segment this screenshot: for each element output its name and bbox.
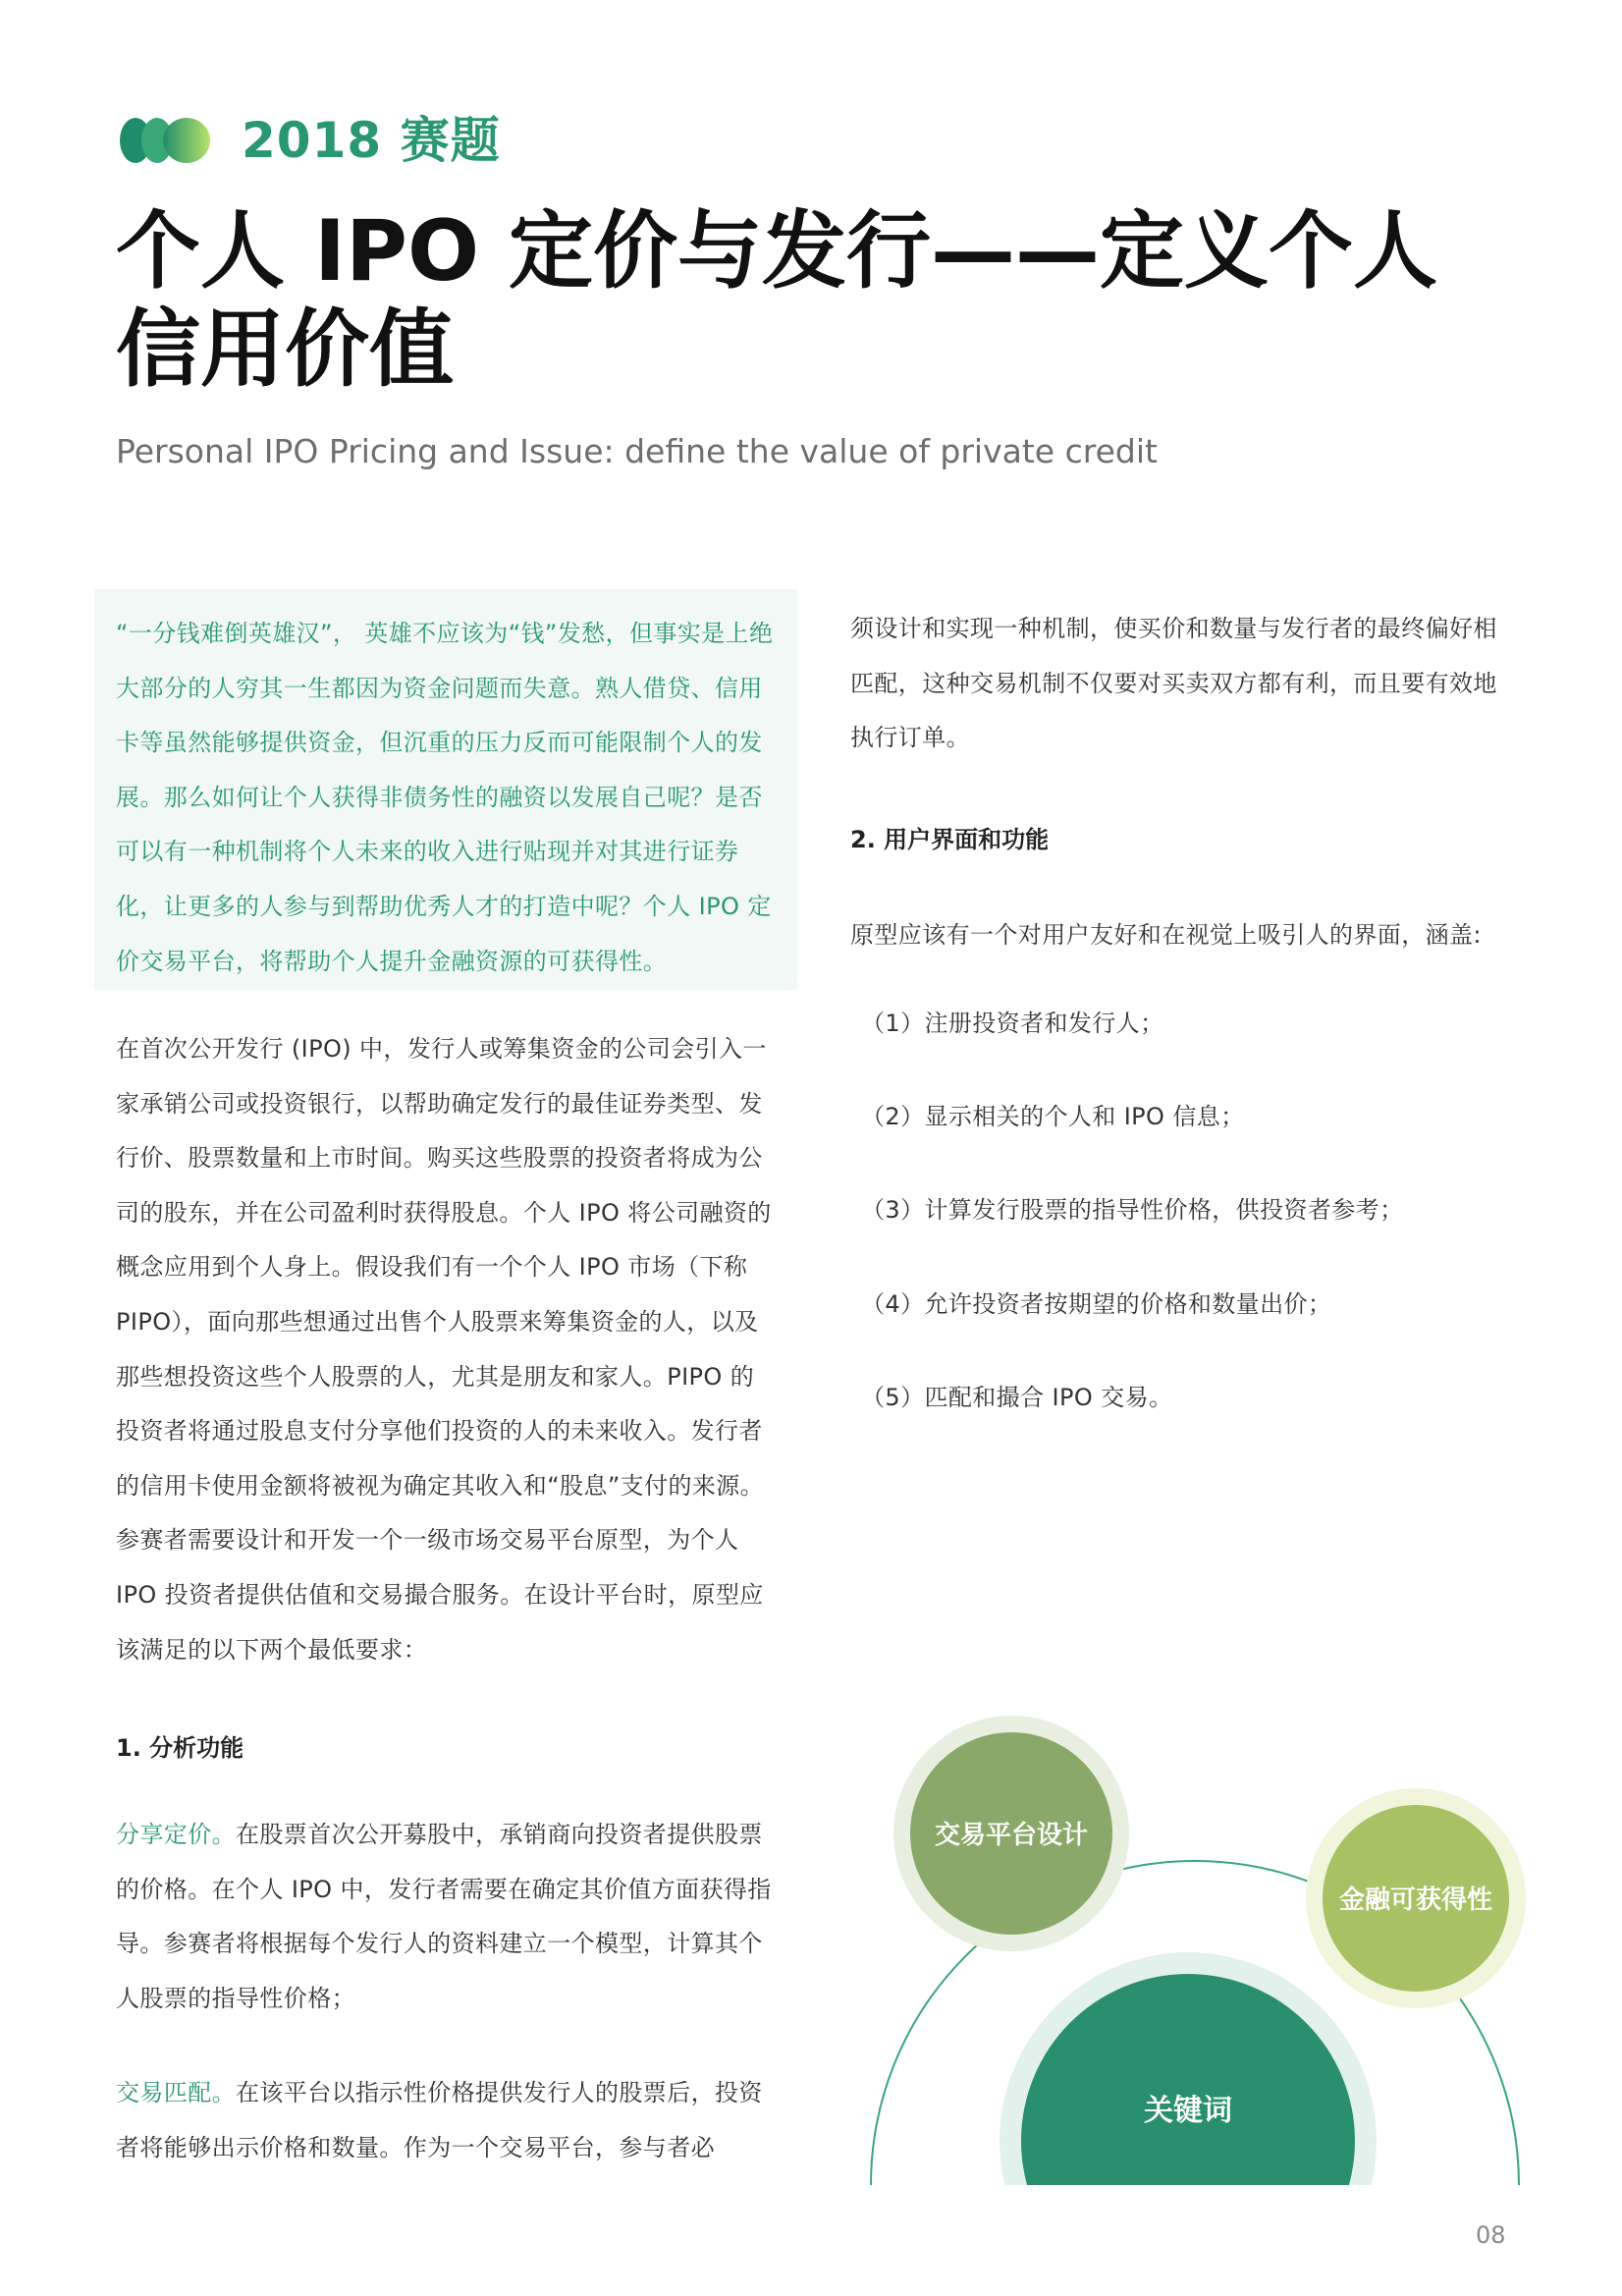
right-bubble-label: 金融可获得性	[1338, 1886, 1493, 1915]
challenge-year: 2018 赛题	[242, 112, 501, 169]
requirement-item-5: （5）匹配和撮合 IPO 交易。	[861, 1384, 1173, 1411]
page-number: 08	[1476, 2221, 1506, 2249]
intro-paragraph	[116, 1022, 778, 1677]
continuation-text: 须设计和实现一种机制，使买价和数量与发行者的最终偏好相匹配，这种交易机制不仅要对买卖双方都有利，而且要有效地执行订单。	[850, 615, 1497, 752]
matching-paragraph	[116, 2066, 778, 2175]
matching-label: 交易匹配。	[116, 2079, 236, 2106]
intro-callout	[94, 589, 797, 990]
left-bubble-label: 交易平台设计	[934, 1821, 1089, 1850]
english-subtitle: Personal IPO Pricing and Issue: define the value of private credit	[116, 432, 1158, 470]
brand-logo-icon	[116, 116, 214, 165]
title-line-2: 信用价值	[116, 301, 454, 399]
page-title	[116, 202, 1490, 399]
title-line-1: 个人 IPO 定价与发行——定义个人	[116, 202, 1438, 301]
section-1-heading: 1. 分析功能	[116, 1734, 244, 1762]
keyword-diagram	[864, 1704, 1551, 2185]
pricing-paragraph	[116, 1808, 778, 2026]
section-2-intro: 原型应该有一个对用户友好和在视觉上吸引人的界面，涵盖:	[850, 921, 1482, 949]
continuation-paragraph	[850, 602, 1518, 766]
requirement-item-2: （2）显示相关的个人和 IPO 信息；	[861, 1103, 1245, 1130]
section-2-heading: 2. 用户界面和功能	[850, 826, 1050, 853]
requirement-item-1: （1）注册投资者和发行人；	[861, 1010, 1164, 1037]
pricing-text: 在股票首次公开募股中，承销商向投资者提供股票的价格。在个人 IPO 中，发行者需要在确定其价值方面获得指导。参赛者将根据每个发行人的资料建立一个模型，计算其个人股票的指导性价格；	[116, 1821, 772, 2012]
intro-text: 在首次公开发行 (IPO) 中，发行人或筹集资金的公司会引入一家承销公司或投资银行，以帮助确定发行的最佳证券类型、发行价、股票数量和上市时间。购买这些股票的投资者将成为公司的股东，并在公司盈利时获得股息。个人 IPO 将公司融资的概念应用到个人身上。假设我们有一个个人 IPO 市场（下称 PIPO），面向那些想通过出售个人股票来筹集资金的人，以及那些想投资这些个人股票的人，尤其是朋友和家人。PIPO 的投资者将通过股息支付分享他们投资的人的未来收入。发行者的信用卡使用金额将被视为确定其收入和“股息”支付的来源。参赛者需要设计和开发一个一级市场交易平台原型，为个人 IPO 投资者提供估值和交易撮合服务。在设计平台时，原型应该满足的以下两个最低要求：	[116, 1035, 772, 1664]
pricing-label: 分享定价。	[116, 1821, 236, 1848]
center-bubble-label: 关键词	[1144, 2094, 1232, 2128]
callout-text: “一分钱难倒英雄汉”， 英雄不应该为“钱”发愁，但事实是上绝大部分的人穷其一生都因为资金问题而失意。熟人借贷、信用卡等虽然能够提供资金，但沉重的压力反而可能限制个人的发展。那么如何让个人获得非债务性的融资以发展自己呢？是否可以有一种机制将个人未来的收入进行贴现并对其进行证券化，让更多的人参与到帮助优秀人才的打造中呢？个人 IPO 定价交易平台，将帮助个人提升金融资源的可获得性。	[116, 620, 774, 975]
requirement-item-4: （4）允许投资者按期望的价格和数量出价；	[861, 1290, 1332, 1318]
requirement-item-3: （3）计算发行股票的指导性价格，供投资者参考；	[861, 1196, 1404, 1224]
matching-text: 在该平台以指示性价格提供发行人的股票后，投资者将能够出示价格和数量。作为一个交易平台，参与者必	[116, 2079, 763, 2161]
